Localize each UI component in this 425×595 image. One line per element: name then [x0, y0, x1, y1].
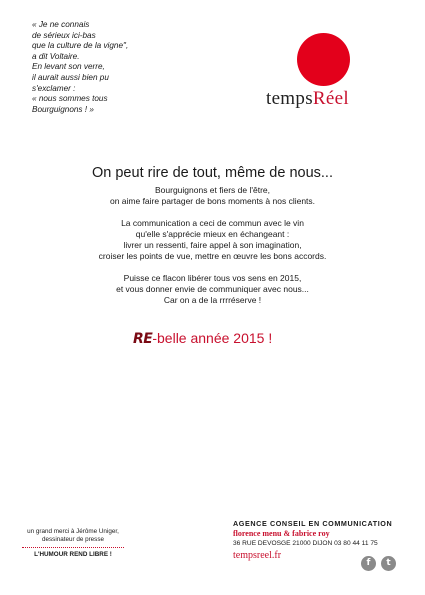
paragraph-line: croiser les points de vue, mettre en œuvre les bons accords. — [98, 251, 327, 262]
logo-text-accent: Réel — [312, 88, 349, 109]
quote-line: de sérieux ici-bas — [32, 30, 96, 40]
credit-line-2: dessinateur de presse — [42, 536, 104, 543]
agency-names: florence menu & fabrice roy — [233, 529, 330, 538]
quote-line: « nous sommes tous — [32, 94, 108, 104]
credit-divider — [22, 547, 124, 548]
quote-line: il aurait aussi bien pu — [32, 72, 109, 82]
quote-line: En levant son verre, — [32, 62, 105, 72]
new-year-greeting — [133, 330, 272, 347]
paragraph-line: La communication a ceci de commun avec le vin — [121, 217, 304, 228]
logo-wordmark — [266, 88, 349, 110]
paragraph-line: livrer un ressenti, faire appel à son imagination, — [123, 240, 302, 251]
paragraph-line: Puisse ce flacon libérer tous vos sens en 2015, — [123, 272, 302, 283]
paragraph-line: on aime faire partager de bons moments à nos clients. — [109, 196, 316, 207]
paragraph-wine — [0, 218, 425, 263]
illustrator-credit — [22, 528, 124, 559]
credit-motto: L'HUMOUR REND LIBRE ! — [34, 551, 112, 558]
agency-contact — [233, 519, 413, 561]
main-message — [0, 164, 425, 317]
logo-circle-icon — [297, 33, 350, 86]
agency-website-link[interactable]: tempsreel.fr — [233, 550, 282, 561]
quote-line: a dit Voltaire. — [32, 51, 80, 61]
quote-line: Bourguignons ! » — [32, 104, 94, 114]
paragraph-line: Car on a de la rrrréserve ! — [163, 295, 262, 306]
quote-line: que la culture de la vigne", — [32, 41, 129, 51]
paragraph-wish — [0, 273, 425, 307]
credit-line-1: un grand merci à Jérôme Uniger, — [27, 528, 119, 535]
logo-text-main: temps — [266, 88, 313, 109]
paragraph-intro — [0, 185, 425, 208]
headline: On peut rire de tout, même de nous... — [92, 165, 333, 181]
agency-title: AGENCE CONSEIL EN COMMUNICATION — [233, 519, 393, 528]
quote-line: s'exclamer : — [32, 83, 76, 93]
facebook-icon[interactable]: f — [361, 556, 376, 571]
paragraph-line: qu'elle s'apprécie mieux en échangeant : — [135, 228, 290, 239]
paragraph-line: et vous donner envie de communiquer avec nous... — [116, 284, 309, 295]
greeting-prefix: RE — [133, 331, 153, 347]
agency-address: 36 RUE DEVOSGE 21000 DIJON 03 80 44 11 75 — [233, 540, 378, 547]
paragraph-line: Bourguignons et fiers de l'être, — [154, 185, 271, 195]
twitter-icon[interactable]: t — [381, 556, 396, 571]
quote-line: « Je ne connais — [32, 20, 90, 29]
greeting-text: -belle année 2015 ! — [152, 330, 273, 346]
voltaire-quote — [32, 20, 152, 115]
